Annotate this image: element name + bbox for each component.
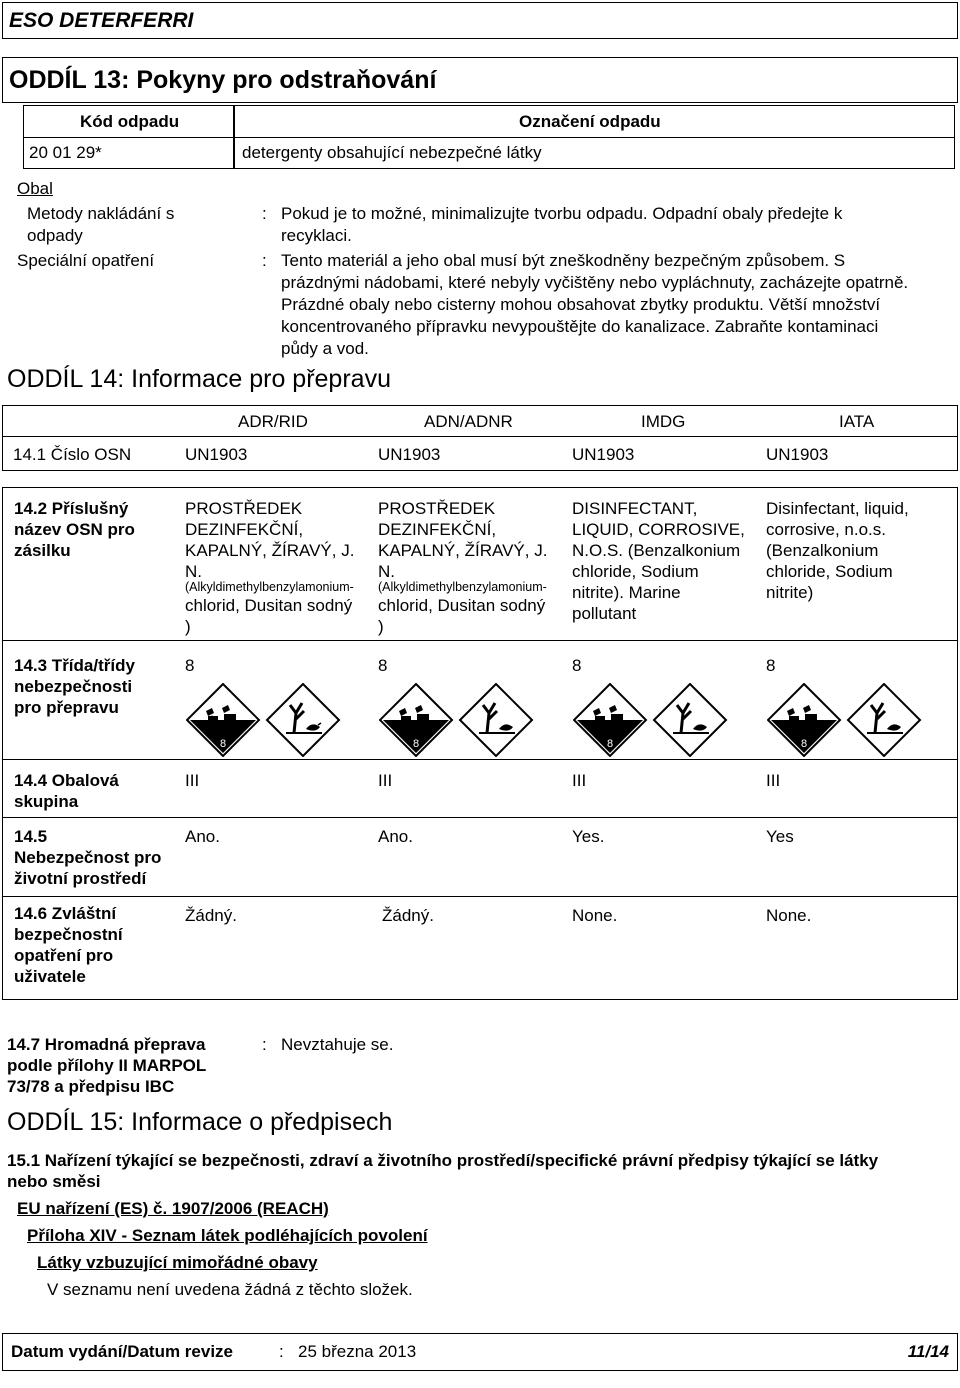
svg-text:8: 8 [606,738,614,750]
corrosive-icon [380,684,452,756]
waste-description-cell: detergenty obsahující nebezpečné látky [233,137,955,169]
shipping-name-row [2,487,958,641]
document-header [2,2,958,39]
section-14-title: ODDÍL 14: Informace pro přepravu [7,365,391,393]
name-iata-1: Disinfectant, liquid, [766,499,909,518]
page-number: 11/14 [907,1342,949,1361]
packing-group-label: 14.4 Obalová skupina [14,771,119,811]
hazard-pictograms-iata [767,683,937,757]
marpol-label: 14.7 Hromadná přeprava podle přílohy II MARPOL 73/78 a předpisu IBC [7,1035,207,1096]
annex-xiv-heading: Příloha XIV - Seznam látek podléhajících povolení [27,1226,428,1245]
corrosive-icon [187,684,259,756]
special-text-line-2: prázdnými nádobami, které nebyly vyčištěny nebo vypláchnuty, zacházejte opatrně. [281,273,909,292]
methods-text-line-1: Pokud je to možné, minimalizujte tvorbu odpadu. Odpadní obaly předejte k [281,204,843,223]
svhc-heading: Látky vzbuzující mimořádné obavy [37,1253,318,1272]
corrosive-icon [768,684,840,756]
special-iata: None. [766,906,812,925]
un-number-row [2,436,958,471]
packaging-heading: Obal [17,179,53,198]
un-adn: UN1903 [378,445,441,464]
environment-hazard-icon [460,684,532,756]
reach-heading: EU nařízení (ES) č. 1907/2006 (REACH) [17,1199,329,1218]
hazard-pictograms-imdg [573,683,743,757]
section-15-title: ODDÍL 15: Informace o předpisech [7,1108,393,1136]
marpol-value: Nevztahuje se. [281,1035,394,1054]
section-15-subtitle-line-2: nebo směsi [7,1172,101,1191]
env-imdg: Yes. [572,827,605,846]
hazard-pictograms-adn [379,683,549,757]
col-adr-rid: ADR/RID [238,412,308,431]
class-adn: 8 [378,656,388,675]
name-adn-6: chlorid, Dusitan sodný [378,596,546,615]
name-adr-4: N. [185,562,202,581]
waste-code-cell: 20 01 29* [23,137,235,169]
transport-columns-row [2,405,958,437]
svg-text:8: 8 [412,738,420,750]
name-adn-7: ) [378,617,384,636]
special-imdg: None. [572,906,618,925]
waste-code-header: Kód odpadu [23,105,235,138]
special-adn: Žádný. [382,906,434,925]
environment-hazard-icon [267,684,339,756]
special-text-line-5: půdy a vod. [281,339,369,358]
name-adr-1: PROSTŘEDEK [185,499,303,518]
environmental-hazard-label: 14.5 Nebezpečnost pro životní prostředí [14,827,162,888]
name-adn-5: (Alkyldimethylbenzylamonium- [378,580,547,594]
name-imdg-5: nitrite). Marine [572,583,681,602]
un-imdg: UN1903 [572,445,635,464]
special-text-line-3: Prázdné obaly nebo cisterny mohou obsahovat zbytky produktu. Větší množství [281,295,881,314]
env-adn: Ano. [378,827,413,846]
col-adn-adnr: ADN/ADNR [424,412,513,431]
section-13-title-box [2,57,958,103]
un-iata: UN1903 [766,445,829,464]
name-imdg-3: N.O.S. (Benzalkonium [572,541,741,560]
env-adr: Ano. [185,827,220,846]
section-13-title: ODDÍL 13: Pokyny pro odstraňování [9,66,437,94]
marpol-colon: : [262,1035,267,1054]
group-adr: III [185,771,200,790]
special-colon: : [262,251,267,270]
methods-colon: : [262,204,267,223]
class-imdg: 8 [572,656,582,675]
name-adn-3: KAPALNÝ, ŽÍRAVÝ, J. [378,541,548,560]
name-imdg-2: LIQUID, CORROSIVE, [572,520,745,539]
svg-text:8: 8 [219,738,227,750]
product-name: ESO DETERFERRI [9,9,194,32]
name-iata-3: (Benzalkonium [766,541,879,560]
name-imdg-4: chloride, Sodium [572,562,699,581]
issue-date-value: 25 března 2013 [298,1342,417,1361]
name-adr-2: DEZINFEKČNÍ, [185,520,304,539]
col-iata: IATA [839,412,875,431]
corrosive-icon [574,684,646,756]
name-adn-2: DEZINFEKČNÍ, [378,520,497,539]
env-iata: Yes [766,827,794,846]
environmental-hazard-row [2,817,958,897]
special-measures-label: Speciální opatření [17,251,155,270]
group-imdg: III [572,771,587,790]
section-15-subtitle-line-1: 15.1 Nařízení týkající se bezpečnosti, zdraví a životního prostředí/specifické právní předpisy týkající se látky [7,1151,879,1170]
name-adr-6: chlorid, Dusitan sodný [185,596,353,615]
name-iata-2: corrosive, n.o.s. [766,520,886,539]
col-imdg: IMDG [641,412,686,431]
name-imdg-1: DISINFECTANT, [572,499,698,518]
group-iata: III [766,771,781,790]
environment-hazard-icon [654,684,726,756]
special-precautions-row [2,896,958,1000]
methods-label-line-1: Metody nakládání s [27,204,175,223]
waste-designation-header: Označení odpadu [233,105,955,138]
class-iata: 8 [766,656,776,675]
environment-hazard-icon [848,684,920,756]
document-footer [2,1333,958,1371]
name-adr-7: ) [185,617,191,636]
issue-date-colon: : [279,1342,284,1361]
name-adr-3: KAPALNÝ, ŽÍRAVÝ, J. [185,541,355,560]
group-adn: III [378,771,393,790]
hazard-pictograms-adr [186,683,356,757]
methods-label-line-2: odpady [27,226,83,245]
hazard-class-label: 14.3 Třída/třídy nebezpečnosti pro přepravu [14,656,135,717]
name-adr-5: (Alkyldimethylbenzylamonium- [185,580,354,594]
name-iata-5: nitrite) [766,583,814,602]
name-adn-4: N. [378,562,395,581]
hazard-class-row [2,640,958,760]
packing-group-row [2,759,958,818]
name-imdg-6: pollutant [572,604,637,623]
methods-text-line-2: recyklaci. [281,226,352,245]
special-text-line-4: koncentrovaného přípravku nevypouštějte do kanalizace. Zabraňte kontaminaci [281,317,879,336]
issue-date-label: Datum vydání/Datum revize [11,1342,234,1361]
name-adn-1: PROSTŘEDEK [378,499,496,518]
svg-text:8: 8 [800,738,808,750]
shipping-name-label: 14.2 Příslušný název OSN pro zásilku [14,499,135,560]
svhc-none-text: V seznamu není uvedena žádná z těchto složek. [47,1280,413,1299]
name-iata-4: chloride, Sodium [766,562,893,581]
special-adr: Žádný. [185,906,237,925]
special-text-line-1: Tento materiál a jeho obal musí být zneškodněny bezpečným způsobem. S [281,251,846,270]
un-number-label: 14.1 Číslo OSN [13,445,132,464]
special-precautions-label: 14.6 Zvláštní bezpečnostní opatření pro uživatele [14,904,123,986]
class-adr: 8 [185,656,195,675]
un-adr: UN1903 [185,445,248,464]
